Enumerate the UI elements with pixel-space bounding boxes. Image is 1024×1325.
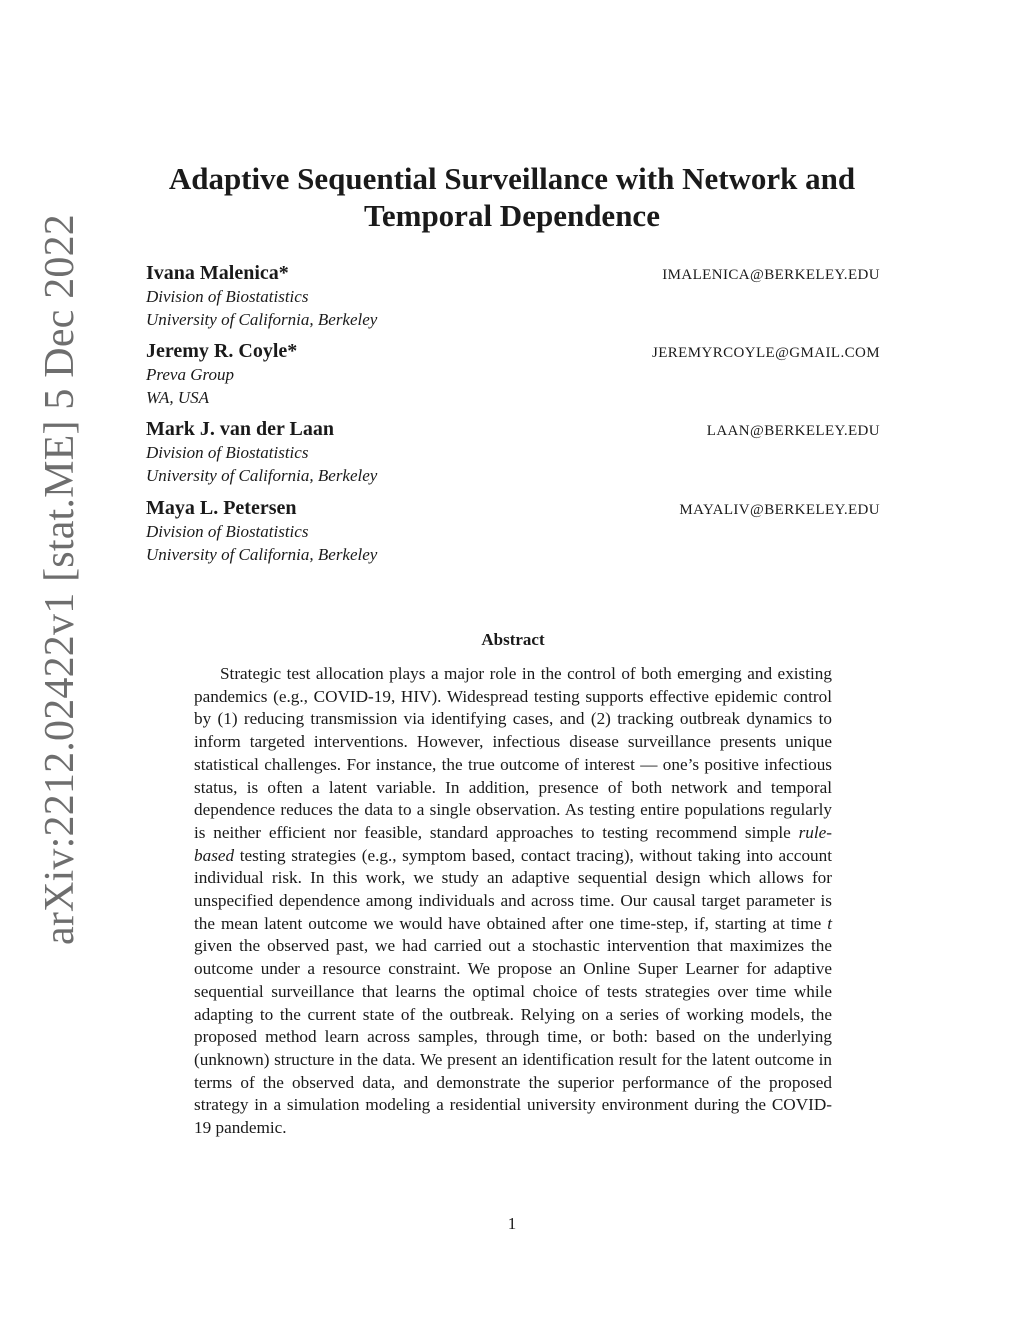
author-affiliation-line: University of California, Berkeley [146, 545, 378, 564]
arxiv-identifier-stamp: arXiv:2212.02422v1 [stat.ME] 5 Dec 2022 [37, 213, 83, 945]
author-email[interactable]: LAAN@BERKELEY.EDU [706, 423, 880, 439]
abstract-heading: Abstract [481, 630, 545, 649]
author-affiliation-line: WA, USA [146, 388, 210, 407]
author-email[interactable]: JEREMYRCOYLE@GMAIL.COM [651, 345, 880, 361]
page-number: 1 [507, 1214, 517, 1233]
author-affiliation-line: Preva Group [146, 365, 234, 384]
author-entry [146, 497, 880, 566]
author-affiliation-line: Division of Biostatistics [146, 287, 309, 306]
author-name: Jeremy R. Coyle* [146, 340, 298, 362]
abstract-text-part: given the observed past, we had carried out a stochastic intervention that maximizes the outcome under a resource constraint. We propose an Online Super Learner for adaptive sequential surveillance that learns the optimal choice of tests strategies over time while adapting to the current state of the outbreak. Relying on a series of working models, the proposed method learn across samples, through time, or both: based on the underlying (unknown) structure in the data. We present an identification result for the latent outcome in terms of the observed data, and demonstrate the superior performance of the proposed strategy in a simulation modeling a residential university environment during the COVID-19 pandemic. [194, 936, 832, 1138]
abstract-text-part: Strategic test allocation plays a major role in the control of both emerging and existing pandemics (e.g., COVID-19, HIV). Widespread testing supports effective epidemic control by (1) reducing transmission via identifying cases, and (2) tracking outbreak dynamics to inform targeted interventions. However, infectious disease surveillance presents unique statistical challenges. For instance, the true outcome of interest — one’s positive infectious status, is often a latent variable. In addition, presence of both network and temporal dependence reduces the data to a single observation. As testing entire populations regularly is neither efficient nor feasible, standard approaches to testing recommend simple [194, 664, 832, 842]
author-entry [146, 418, 880, 487]
abstract-text-part: testing strategies (e.g., symptom based, contact tracing), without taking into account individual risk. In this work, we study an adaptive sequential design which allows for unspecified dependence among individuals and across time. Our causal target parameter is the mean latent outcome we would have obtained after one time-step, if, starting at time [194, 845, 832, 933]
author-entry [146, 340, 880, 409]
author-name: Ivana Malenica* [146, 262, 289, 284]
author-email[interactable]: MAYALIV@BERKELEY.EDU [679, 502, 880, 518]
author-entry [146, 262, 880, 331]
abstract-math-variable: t [827, 913, 832, 933]
abstract-text [194, 663, 832, 1140]
author-email[interactable]: IMALENICA@BERKELEY.EDU [662, 267, 880, 283]
author-name: Maya L. Petersen [146, 497, 297, 519]
author-affiliation-line: Division of Biostatistics [146, 443, 309, 462]
author-affiliation-line: Division of Biostatistics [146, 522, 309, 541]
author-affiliation-line: University of California, Berkeley [146, 466, 378, 485]
paper-title: Adaptive Sequential Surveillance with Network and Temporal Dependence [168, 161, 856, 233]
author-name: Mark J. van der Laan [146, 418, 334, 440]
author-affiliation-line: University of California, Berkeley [146, 310, 378, 329]
abstract-emphasis: rule-based [194, 822, 832, 865]
